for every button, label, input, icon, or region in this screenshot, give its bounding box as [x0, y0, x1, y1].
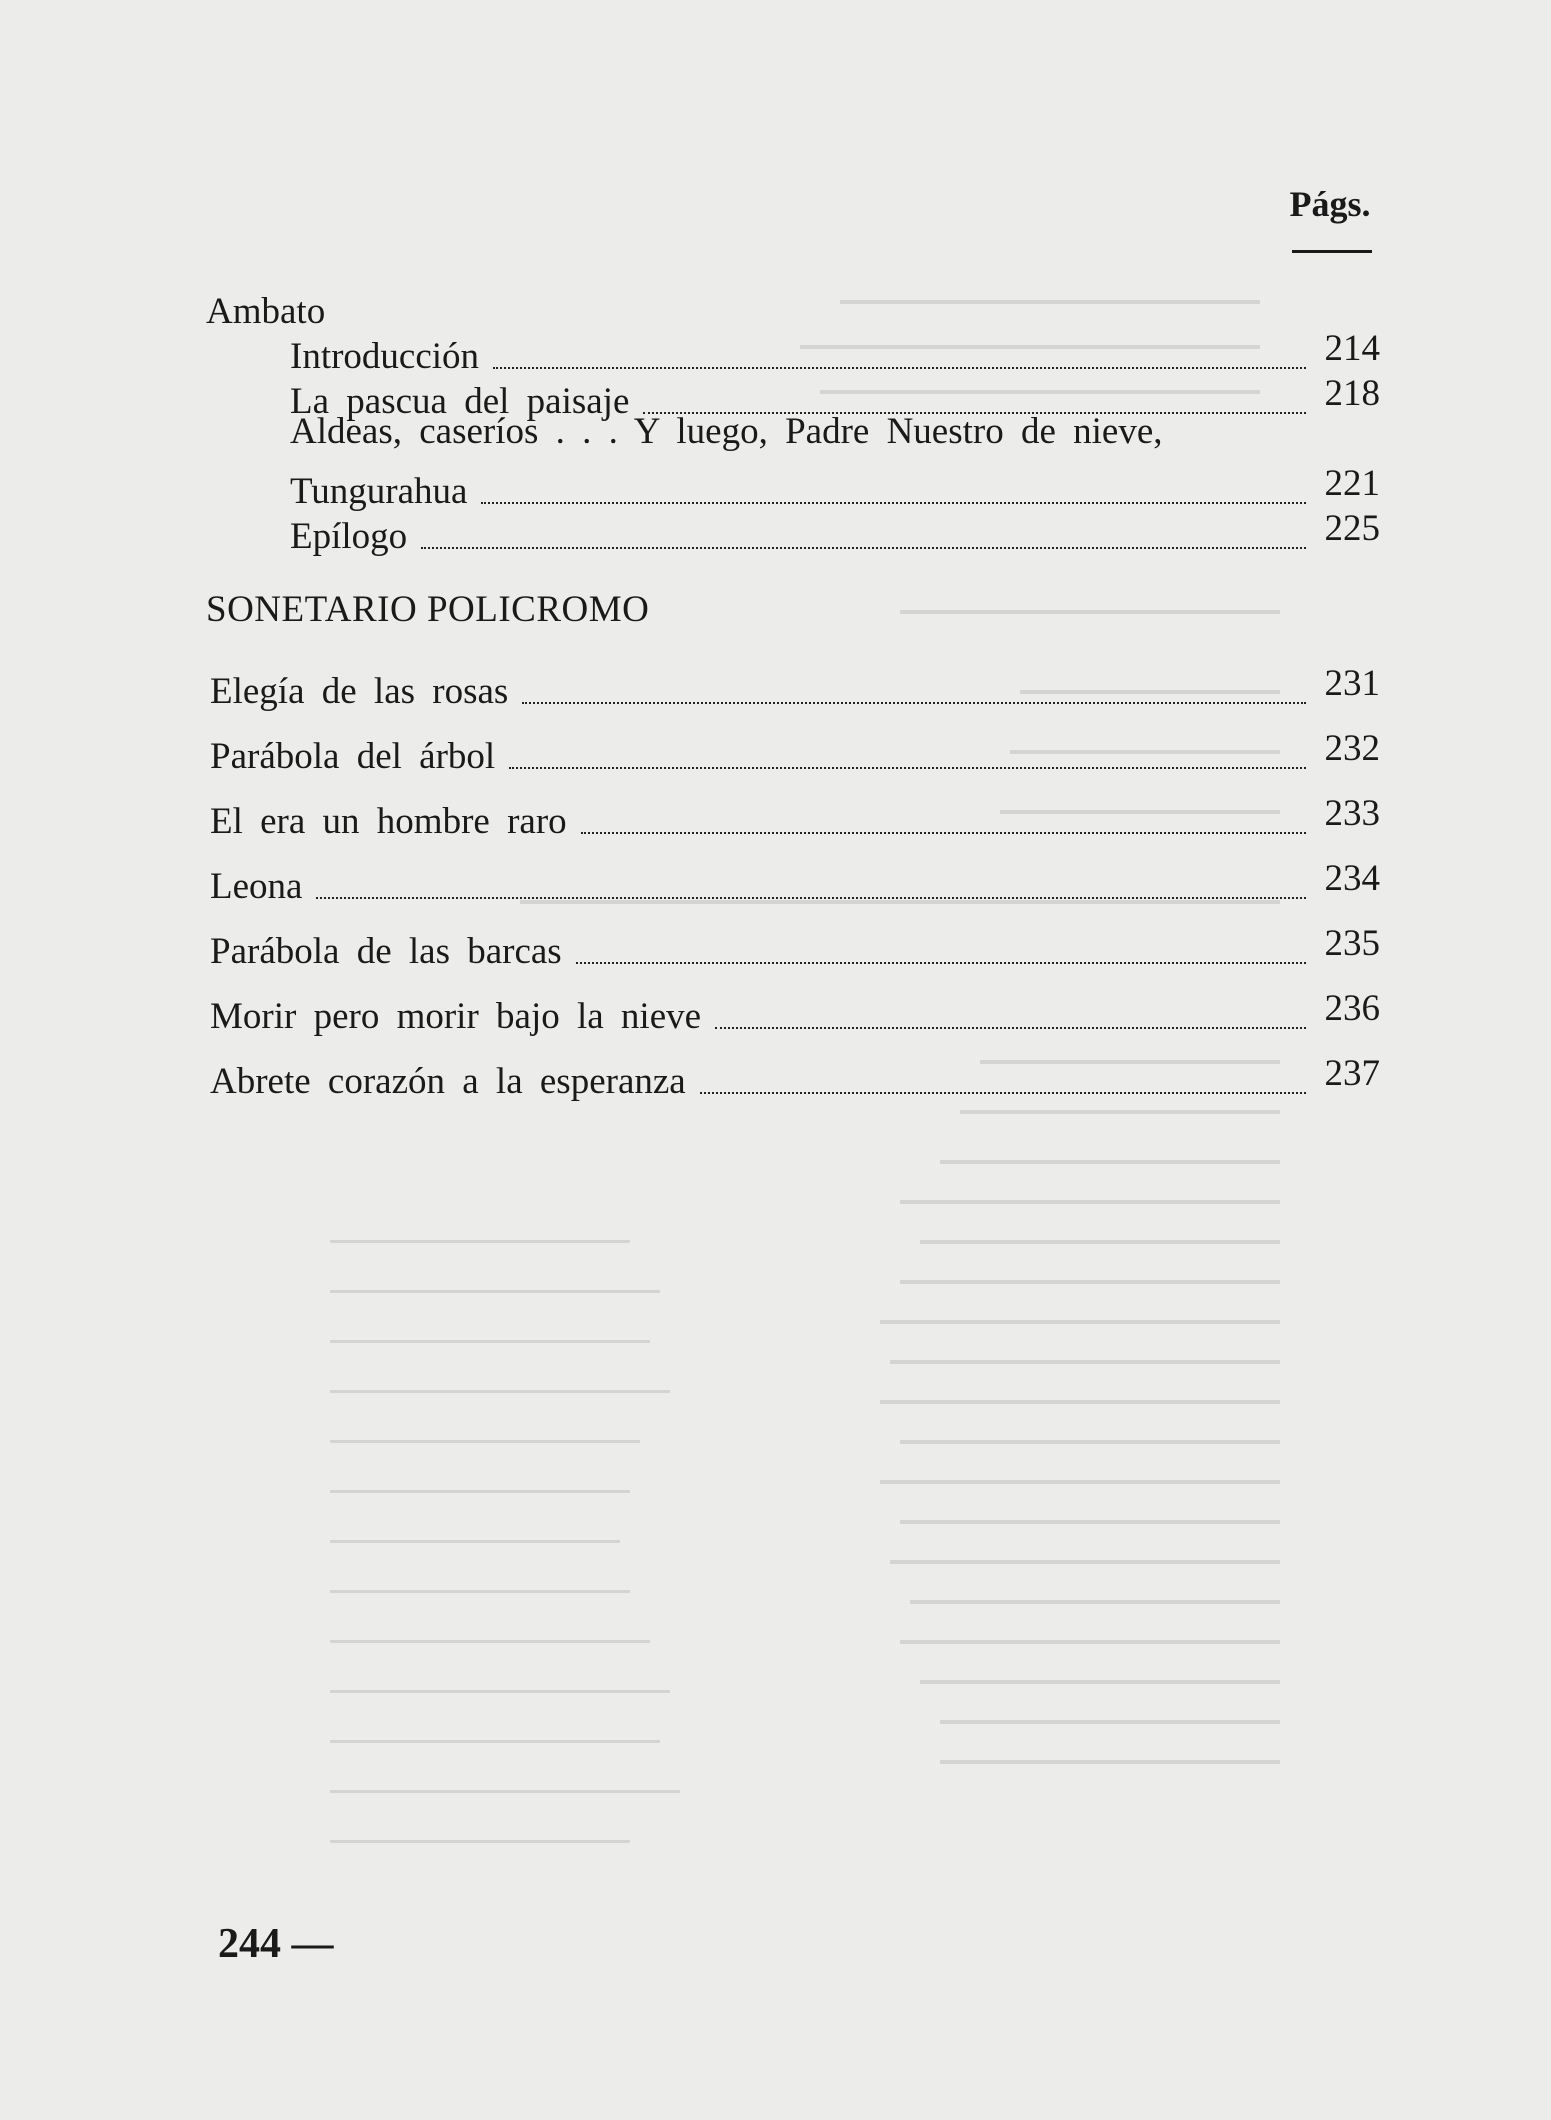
toc-entry-page: 218	[1324, 373, 1380, 414]
toc-entry-title: Parábola de las barcas	[210, 931, 562, 972]
toc-entry[interactable]	[210, 790, 1380, 840]
toc-entry[interactable]	[210, 855, 1380, 905]
toc-entry-page: 231	[1324, 663, 1380, 704]
dot-leader	[421, 547, 1306, 549]
dot-leader	[509, 767, 1306, 769]
toc-entry-title: Morir pero morir bajo la nieve	[210, 996, 702, 1037]
page-number-footer: 244 —	[218, 1921, 334, 1967]
toc-entry[interactable]	[290, 460, 1380, 510]
toc-entry-page: 234	[1324, 858, 1380, 899]
toc-entry-page: 225	[1324, 508, 1380, 549]
dot-leader	[522, 702, 1306, 704]
toc-entry-title: Tungurahua	[290, 471, 468, 512]
dot-leader	[493, 367, 1306, 369]
toc-entry-title: El era un hombre raro	[210, 801, 567, 842]
toc-entry[interactable]	[210, 725, 1380, 775]
dot-leader	[576, 962, 1306, 964]
section-heading-sonetario: SONETARIO POLICROMO	[206, 589, 650, 630]
toc-entry-page: 214	[1324, 328, 1380, 369]
dot-leader	[316, 897, 1306, 899]
header-rule	[1292, 250, 1372, 253]
toc-entry-page: 221	[1324, 463, 1380, 504]
toc-entry-title: Abrete corazón a la esperanza	[210, 1061, 686, 1102]
toc-entry-title: La pascua del paisaje	[290, 381, 630, 422]
dot-leader	[715, 1027, 1306, 1029]
toc-entry-page: 236	[1324, 988, 1380, 1029]
toc-entry-page: 233	[1324, 793, 1380, 834]
toc-entry[interactable]	[290, 505, 1380, 555]
dot-leader	[481, 502, 1306, 504]
dot-leader	[700, 1092, 1306, 1094]
toc-entry-page: 232	[1324, 728, 1380, 769]
toc-entry[interactable]	[210, 920, 1380, 970]
toc-entry-title: Parábola del árbol	[210, 736, 496, 777]
section-heading-ambato: Ambato	[206, 291, 326, 332]
toc-entry-title: Introducción	[290, 336, 480, 377]
toc-entry[interactable]	[210, 660, 1380, 710]
toc-entry-title-line1: Aldeas, caseríos . . . Y luego, Padre Nuestro de nieve,	[290, 411, 1163, 452]
toc-entry-title: Epílogo	[290, 516, 408, 557]
toc-entry[interactable]	[290, 325, 1380, 375]
toc-entry-page: 235	[1324, 923, 1380, 964]
toc-entry-title: Leona	[210, 866, 303, 907]
toc-entry[interactable]	[210, 985, 1380, 1035]
toc-entry[interactable]	[210, 1050, 1380, 1100]
toc-entry-title: Elegía de las rosas	[210, 671, 509, 712]
dot-leader	[581, 832, 1306, 834]
toc-entry-page: 237	[1324, 1053, 1380, 1094]
pages-column-header: Págs.	[1289, 184, 1371, 224]
